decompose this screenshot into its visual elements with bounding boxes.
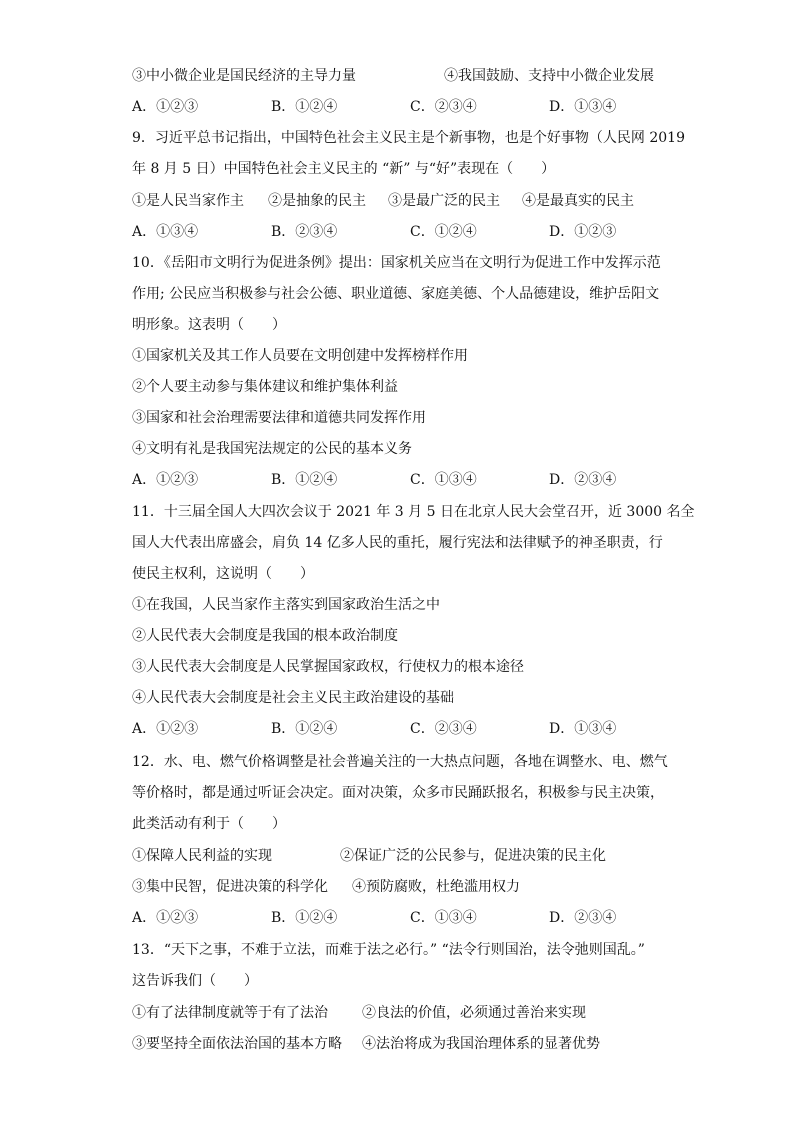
q12-option-b[interactable]: B．①②④ <box>271 910 338 926</box>
q9-stem-line2: 年 8 月 5 日）中国特色社会主义民主的 “新” 与“好”表现在（ ） <box>132 161 556 177</box>
q9-option-d[interactable]: D．①②③ <box>549 224 617 240</box>
q12-statements-1-2 <box>132 846 672 866</box>
q12-stmt3: ③集中民智，促进决策的科学化 <box>132 879 328 895</box>
q9-stmt4: ④是最真实的民主 <box>522 193 634 209</box>
q10-stmt2: ②个人要主动参与集体建议和维护集体利益 <box>132 379 398 395</box>
q8-option-c[interactable]: C．②③④ <box>410 99 477 115</box>
q10-stmt3: ③国家和社会治理需要法律和道德共同发挥作用 <box>132 410 426 426</box>
q8-options <box>132 97 672 117</box>
q12-statements-3-4 <box>132 877 672 897</box>
q11-stem-line2: 国人大代表出席盛会，肩负 14 亿多人民的重托，履行宪法和法律赋予的神圣职责，行 <box>132 535 663 551</box>
q11-options <box>132 719 672 739</box>
q13-stmt4: ④法治将成为我国治理体系的显著优势 <box>362 1036 600 1052</box>
q12-stmt2: ②保证广泛的公民参与，促进决策的民主化 <box>340 848 606 864</box>
q11-option-d[interactable]: D．①③④ <box>549 721 617 737</box>
q13-stmt1: ①有了法律制度就等于有了法治 <box>132 1005 328 1021</box>
q10-option-d[interactable]: D．②③④ <box>549 472 617 488</box>
q8-option-b[interactable]: B．①②④ <box>271 99 338 115</box>
q10-stmt4: ④文明有礼是我国宪法规定的公民的基本义务 <box>132 441 412 457</box>
q13-statements-3-4 <box>132 1034 672 1054</box>
q11-option-a[interactable]: A．①②③ <box>132 721 199 737</box>
q8-stmt3: ③中小微企业是国民经济的主导力量 <box>132 68 356 84</box>
q12-option-d[interactable]: D．②③④ <box>549 910 617 926</box>
q13-stem-line2: 这告诉我们（ ） <box>132 973 258 989</box>
q10-option-c[interactable]: C．①③④ <box>410 472 477 488</box>
q12-option-a[interactable]: A．①②③ <box>132 910 199 926</box>
q11-stem-line3: 使民主权利，这说明（ ） <box>132 566 314 582</box>
q10-stmt1: ①国家机关及其工作人员要在文明创建中发挥榜样作用 <box>132 348 468 364</box>
q9-option-c[interactable]: C．①②④ <box>410 224 477 240</box>
q8-stmt4: ④我国鼓励、支持中小微企业发展 <box>444 68 654 84</box>
q8-statements-3-4 <box>132 66 672 86</box>
q12-stem-line1: 12．水、电、燃气价格调整是社会普遍关注的一大热点问题，各地在调整水、电、燃气 <box>132 754 668 770</box>
q12-options <box>132 908 672 928</box>
q9-statements <box>132 191 672 211</box>
q13-stmt3: ③要坚持全面依法治国的基本方略 <box>132 1036 342 1052</box>
q11-stmt3: ③人民代表大会制度是人民掌握国家政权，行使权力的根本途径 <box>132 659 524 675</box>
q9-stmt2: ②是抽象的民主 <box>268 193 366 209</box>
q10-option-b[interactable]: B．①②④ <box>271 472 338 488</box>
q11-stmt4: ④人民代表大会制度是社会主义民主政治建设的基础 <box>132 690 454 706</box>
q12-option-c[interactable]: C．①③④ <box>410 910 477 926</box>
q10-stem-line1: 10．《岳阳市文明行为促进条例》提出：国家机关应当在文明行为促进工作中发挥示范 <box>132 255 661 271</box>
q9-stem-line1: 9．习近平总书记指出，中国特色社会主义民主是个新事物，也是个好事物（人民网 2019 <box>132 130 685 146</box>
q12-stem-line2: 等价格时，都是通过听证会决定。面对决策，众多市民踊跃报名，积极参与民主决策， <box>132 785 664 801</box>
q9-stmt3: ③是最广泛的民主 <box>388 193 500 209</box>
q13-statements-1-2 <box>132 1003 672 1023</box>
q13-stmt2: ②良法的价值，必须通过善治来实现 <box>362 1005 586 1021</box>
q11-option-b[interactable]: B．①②④ <box>271 721 338 737</box>
q12-stmt1: ①保障人民利益的实现 <box>132 848 272 864</box>
q9-option-a[interactable]: A．①③④ <box>132 224 199 240</box>
q11-stmt2: ②人民代表大会制度是我国的根本政治制度 <box>132 628 398 644</box>
q9-option-b[interactable]: B．②③④ <box>271 224 338 240</box>
q10-options <box>132 470 672 490</box>
q11-stem-line1: 11．十三届全国人大四次会议于 2021 年 3 月 5 日在北京人民大会堂召开，近 3000 名全 <box>132 504 695 520</box>
q8-option-a[interactable]: A．①②③ <box>132 99 199 115</box>
q11-option-c[interactable]: C．②③④ <box>410 721 477 737</box>
q10-option-a[interactable]: A．①②③ <box>132 472 199 488</box>
q10-stem-line2: 作用; 公民应当积极参与社会公德、职业道德、家庭美德、个人品德建设，维护岳阳文 <box>132 286 660 302</box>
q8-option-d[interactable]: D．①③④ <box>549 99 617 115</box>
q12-stem-line3: 此类活动有利于（ ） <box>132 816 286 832</box>
q9-options <box>132 222 672 242</box>
q11-stmt1: ①在我国，人民当家作主落实到国家政治生活之中 <box>132 597 440 613</box>
q10-stem-line3: 明形象。这表明（ ） <box>132 317 286 333</box>
q9-stmt1: ①是人民当家作主 <box>132 193 244 209</box>
q12-stmt4: ④预防腐败，杜绝滥用权力 <box>352 879 520 895</box>
q13-stem-line1: 13．“天下之事，不难于立法，而难于法之必行。” “法令行则国治，法令弛则国乱。” <box>132 942 645 958</box>
